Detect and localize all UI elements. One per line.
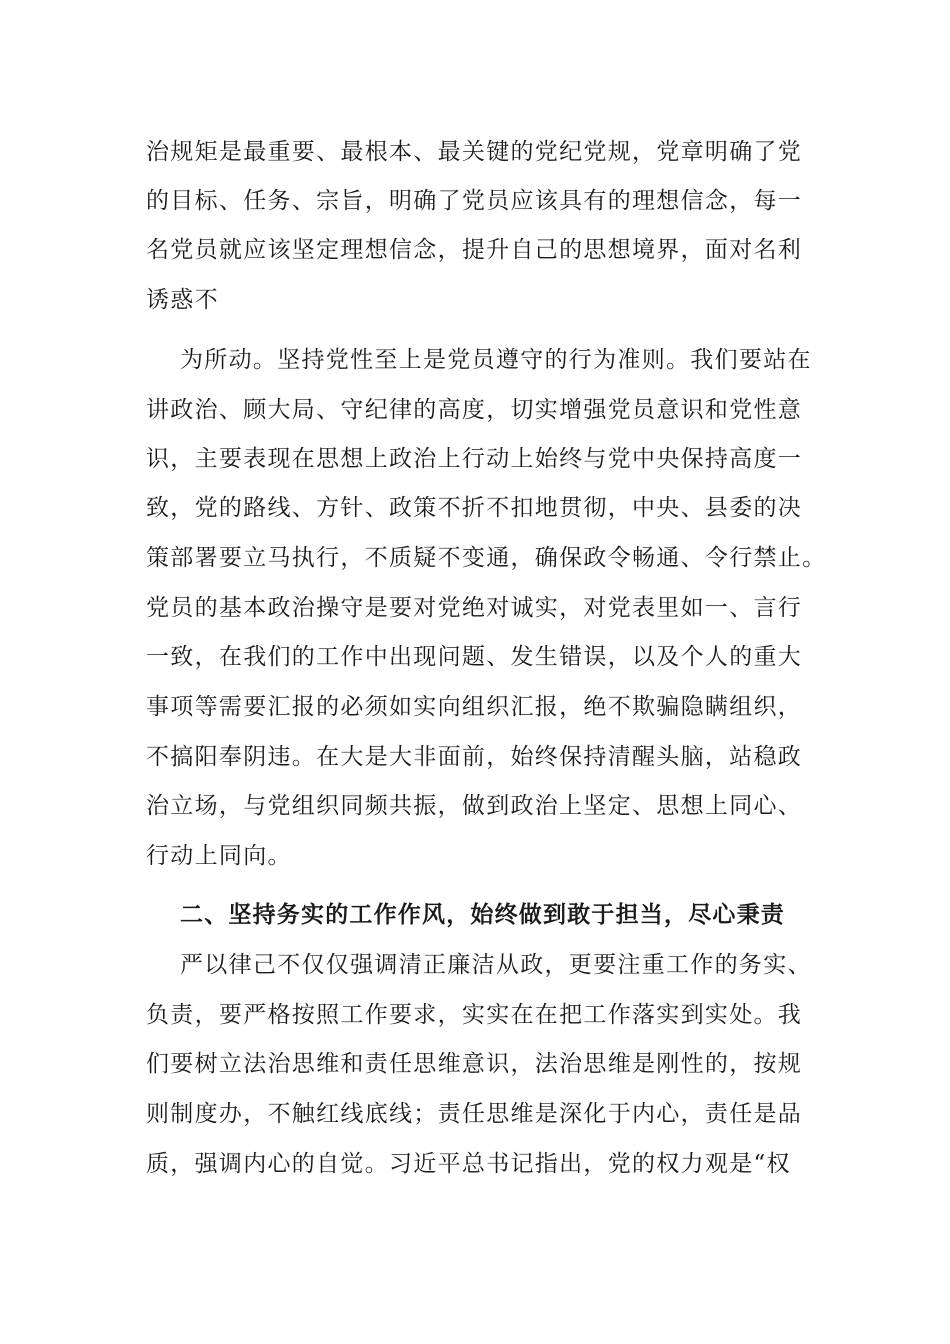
text-line: 策部署要立马执行，不质疑不变通，确保政令畅通、令行禁止。 bbox=[146, 545, 827, 571]
text-line: 们要树立法治思维和责任思维意识，法治思维是刚性的，按规 bbox=[146, 1051, 803, 1077]
paragraph-first-line: 严以律己不仅仅强调清正廉洁从政，更要注重工作的务实、 bbox=[180, 952, 812, 978]
text-line: 不搞阳奉阴违。在大是大非面前，始终保持清醒头脑，站稳政 bbox=[146, 744, 803, 770]
text-line: 名党员就应该坚定理想信念，提升自己的思想境界，面对名利 bbox=[146, 237, 803, 263]
paragraph-first-line: 为所动。坚持党性至上是党员遵守的行为准则。我们要站在 bbox=[180, 347, 812, 373]
text-line: 讲政治、顾大局、守纪律的高度，切实增强党员意识和党性意 bbox=[146, 397, 803, 423]
text-line: 事项等需要汇报的必须如实向组织汇报，绝不欺骗隐瞒组织， bbox=[146, 694, 803, 720]
text-line: 一致，在我们的工作中出现问题、发生错误，以及个人的重大 bbox=[146, 644, 803, 670]
text-line: 的目标、任务、宗旨，明确了党员应该具有的理想信念，每一 bbox=[146, 188, 803, 214]
text-line: 识，主要表现在思想上政治上行动上始终与党中央保持高度一 bbox=[146, 446, 803, 472]
text-line: 治立场，与党组织同频共振，做到政治上坚定、思想上同心、 bbox=[146, 793, 803, 819]
text-line: 致，党的路线、方针、政策不折不扣地贯彻，中央、县委的决 bbox=[146, 495, 803, 521]
section-heading: 二、坚持务实的工作作风，始终做到敢于担当，尽心秉责 bbox=[180, 902, 785, 928]
text-line: 行动上同向。 bbox=[146, 843, 292, 869]
text-line: 质，强调内心的自觉。习近平总书记指出，党的权力观是“权 bbox=[146, 1151, 791, 1177]
text-line: 则制度办，不触红线底线；责任思维是深化于内心，责任是品 bbox=[146, 1101, 803, 1127]
text-line: 党员的基本政治操守是要对党绝对诚实，对党表里如一、言行 bbox=[146, 595, 803, 621]
text-line: 负责，要严格按照工作要求，实实在在把工作落实到实处。我 bbox=[146, 1002, 803, 1028]
text-line: 诱惑不 bbox=[146, 287, 219, 313]
text-line: 治规矩是最重要、最根本、最关键的党纪党规，党章明确了党 bbox=[146, 139, 803, 165]
